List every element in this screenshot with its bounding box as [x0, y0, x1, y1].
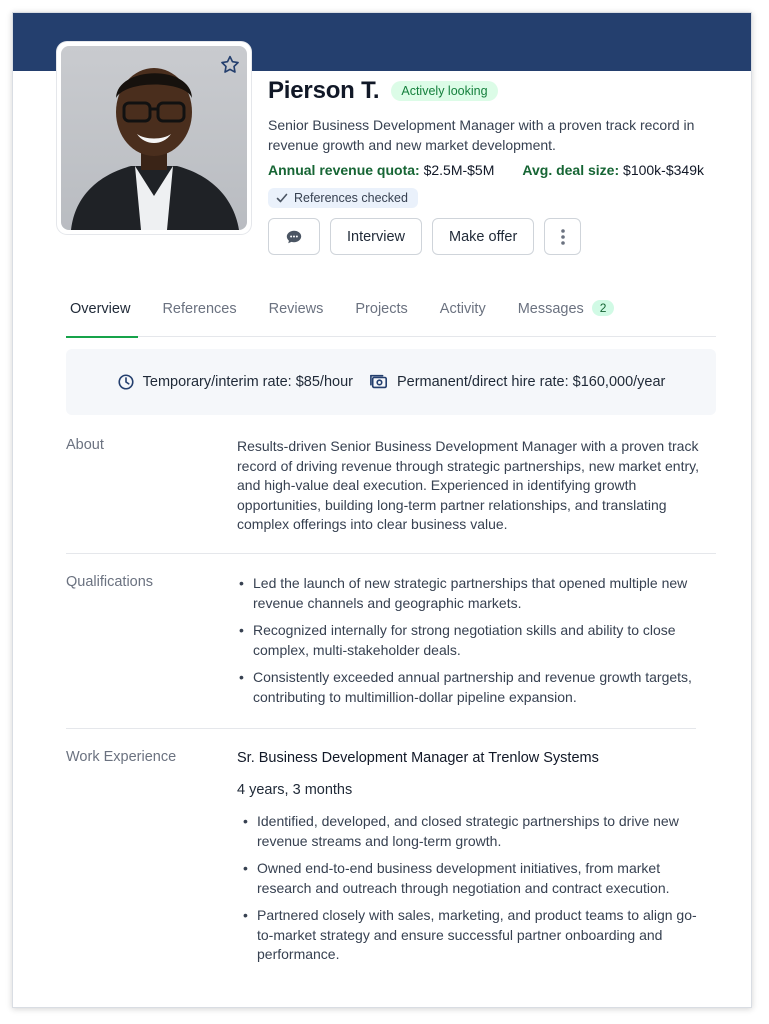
job-duration: 4 years, 3 months: [237, 781, 353, 798]
stats-row: [268, 162, 704, 178]
tab-label: Projects: [355, 301, 408, 317]
avatar: [61, 46, 247, 230]
stat-label: Annual revenue quota:: [268, 162, 420, 178]
stat-revenue-quota: [268, 162, 494, 178]
stat-deal-size: [522, 162, 704, 178]
section-divider: [66, 728, 696, 729]
tab-reviews[interactable]: [265, 291, 328, 337]
candidate-headline: Senior Business Development Manager with a proven track record in revenue growth and new market development.: [268, 117, 695, 153]
tab-label: Reviews: [268, 301, 324, 317]
clock-icon: [117, 373, 135, 391]
stat-value: $2.5M-$5M: [423, 162, 495, 178]
tab-activity[interactable]: [436, 291, 490, 337]
profile-photo: [57, 42, 251, 234]
tab-label: References: [162, 301, 237, 317]
section-label: About: [66, 437, 104, 453]
star-icon[interactable]: [219, 54, 241, 76]
section-divider: [66, 553, 716, 554]
temporary-rate: [117, 373, 353, 391]
about-text: Results-driven Senior Business Development Manager with a proven track record of driving revenue through strategic partnerships, new market entry, and high-value deal execution. Experienced in identifying growth opportunities, building long-term partner relationships, and translating complex offerings into clear business value.: [237, 438, 699, 532]
tab-overview[interactable]: [66, 291, 134, 337]
message-button[interactable]: [268, 218, 320, 255]
message-count-badge: 2: [592, 300, 615, 316]
tab-label: Overview: [70, 301, 131, 317]
checkmark-icon: [276, 192, 288, 204]
vertical-ellipsis-icon: [560, 228, 566, 246]
stat-label: Avg. deal size:: [522, 162, 620, 178]
list-item: • Identified, developed, and closed strategic partnerships to drive new revenue streams and long-term growth.: [241, 812, 707, 851]
job-title: Sr. Business Development Manager at Trenlow Systems: [237, 750, 599, 766]
stat-value: $100k-$349k: [623, 162, 704, 178]
action-buttons: [268, 218, 581, 255]
profile-tabs: [66, 291, 716, 337]
tab-label: Messages: [517, 301, 584, 317]
tab-references[interactable]: [158, 291, 240, 337]
work-experience-body: [237, 749, 707, 973]
list-item: • Owned end-to-end business development initiatives, from market research and outreach through negotiation and contract execution.: [241, 859, 707, 898]
money-icon: [369, 373, 389, 391]
list-item: • Partnered closely with sales, marketing, and product teams to align go-to-market strategy and ensure successful partner onboarding and performance.: [241, 906, 707, 965]
work-experience-list: [237, 812, 707, 965]
tab-label: Activity: [439, 301, 486, 317]
list-item: • Led the launch of new strategic partnerships that opened multiple new revenue channels and geographic markets.: [237, 574, 707, 613]
references-badge: [268, 188, 418, 208]
permanent-rate: [369, 373, 665, 391]
list-item: • Consistently exceeded annual partnership and revenue growth targets, contributing to multimillion-dollar pipeline expansion.: [237, 668, 707, 707]
make-offer-button[interactable]: Make offer: [432, 218, 534, 255]
tab-messages[interactable]: [514, 291, 619, 337]
candidate-name: Pierson T.: [268, 77, 380, 104]
permanent-rate-text: Permanent/direct hire rate: $160,000/year: [396, 374, 666, 390]
temporary-rate-text: Temporary/interim rate: $85/hour: [142, 374, 353, 390]
rates-panel: [66, 349, 716, 415]
tab-projects[interactable]: [351, 291, 411, 337]
name-row: [268, 77, 498, 105]
status-badge: Actively looking: [391, 81, 497, 101]
section-label: Qualifications: [66, 574, 154, 590]
more-options-button[interactable]: [544, 218, 581, 255]
profile-card: [12, 12, 752, 1008]
qualifications-list: [237, 574, 707, 715]
section-label: Work Experience: [66, 749, 177, 765]
chat-bubble-icon: [285, 228, 303, 246]
list-item: • Recognized internally for strong negotiation skills and ability to close complex, multi-stakeholder deals.: [237, 621, 707, 660]
interview-button[interactable]: Interview: [330, 218, 422, 255]
references-badge-label: References checked: [294, 191, 408, 205]
